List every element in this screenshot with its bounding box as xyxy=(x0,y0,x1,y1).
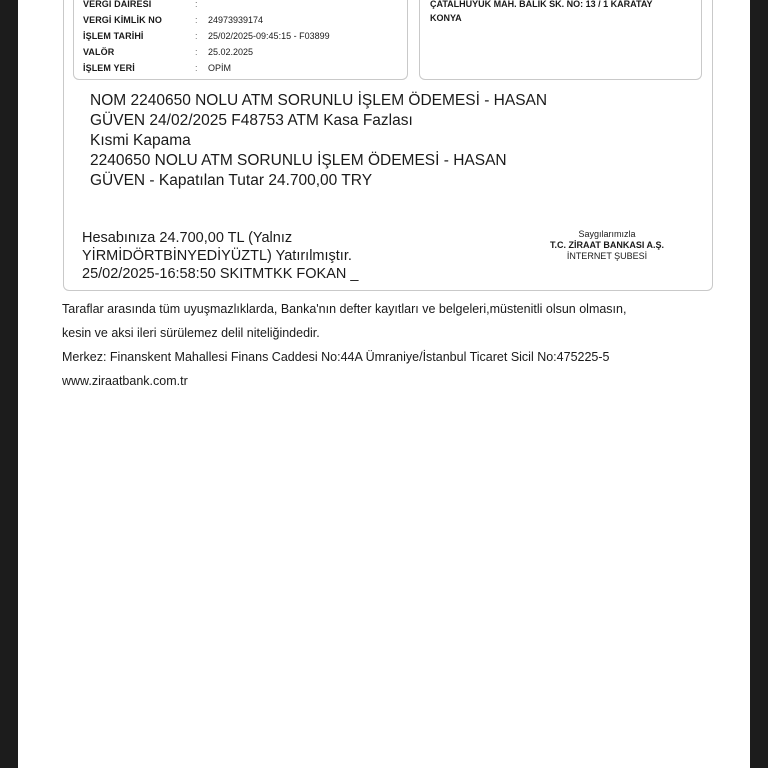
description-line: NOM 2240650 NOLU ATM SORUNLU İŞLEM ÖDEMESİ - HASAN xyxy=(90,92,548,109)
address-line: ÇATALHÜYÜK MAH. BALIK SK. NO: 13 / 1 KARATAY xyxy=(430,0,653,9)
footer-website[interactable]: www.ziraatbank.com.tr xyxy=(62,374,188,388)
info-label: İŞLEM YERİ xyxy=(83,63,135,73)
description-line: GÜVEN 24/02/2025 F48753 ATM Kasa Fazlası xyxy=(90,112,413,129)
info-label: VERGİ KİMLİK NO xyxy=(83,15,163,25)
info-value: 25/02/2025-09:45:15 - F03899 xyxy=(208,31,330,41)
info-separator: : xyxy=(195,47,198,57)
info-separator: : xyxy=(195,63,198,73)
info-row-tax-office xyxy=(83,0,208,11)
credit-line: 25/02/2025-16:58:50 SKITMTKK FOKAN _ xyxy=(82,266,359,282)
footer-line: kesin ve aksi ileri sürülemez delil niteliğindedir. xyxy=(62,326,320,340)
footer-line: Merkez: Finanskent Mahallesi Finans Caddesi No:44A Ümraniye/İstanbul Ticaret Sicil No:475225-5 xyxy=(62,350,610,364)
info-label: VERGİ DAİRESİ xyxy=(83,0,152,9)
credit-line: Hesabınıza 24.700,00 TL (Yalnız xyxy=(82,230,293,246)
info-label: VALÖR xyxy=(83,47,115,57)
credit-notice xyxy=(82,229,502,283)
info-row-transaction-date xyxy=(83,29,330,43)
signature-block xyxy=(522,229,692,262)
signature-bank: T.C. ZİRAAT BANKASI A.Ş. xyxy=(550,240,664,250)
legal-footer xyxy=(62,297,742,393)
credit-line: YİRMİDÖRTBİNYEDİYÜZTL) Yatırılmıştır. xyxy=(82,248,352,264)
signature-branch: İNTERNET ŞUBESİ xyxy=(566,251,648,261)
footer-line: Taraflar arasında tüm uyuşmazlıklarda, Banka'nın defter kayıtları ve belgeleri,müstenitli olsun olmasın, xyxy=(62,302,627,316)
customer-address xyxy=(430,0,700,25)
info-value: OPİM xyxy=(208,63,232,73)
description-line: Kısmi Kapama xyxy=(90,132,191,149)
info-row-value-date xyxy=(83,45,253,59)
transaction-description xyxy=(90,91,690,191)
info-separator: : xyxy=(195,15,198,25)
description-line: 2240650 NOLU ATM SORUNLU İŞLEM ÖDEMESİ - HASAN xyxy=(90,152,507,169)
address-line: KONYA xyxy=(430,13,462,23)
info-separator: : xyxy=(195,0,198,9)
info-row-transaction-place xyxy=(83,61,231,75)
description-line: GÜVEN - Kapatılan Tutar 24.700,00 TRY xyxy=(90,172,373,189)
info-label: İŞLEM TARİHİ xyxy=(83,31,144,41)
info-value: 25.02.2025 xyxy=(208,47,254,57)
signature-greeting: Saygılarımızla xyxy=(578,229,636,239)
info-value: 24973939174 xyxy=(208,15,264,25)
info-row-tax-id xyxy=(83,13,263,27)
info-separator: : xyxy=(195,31,198,41)
